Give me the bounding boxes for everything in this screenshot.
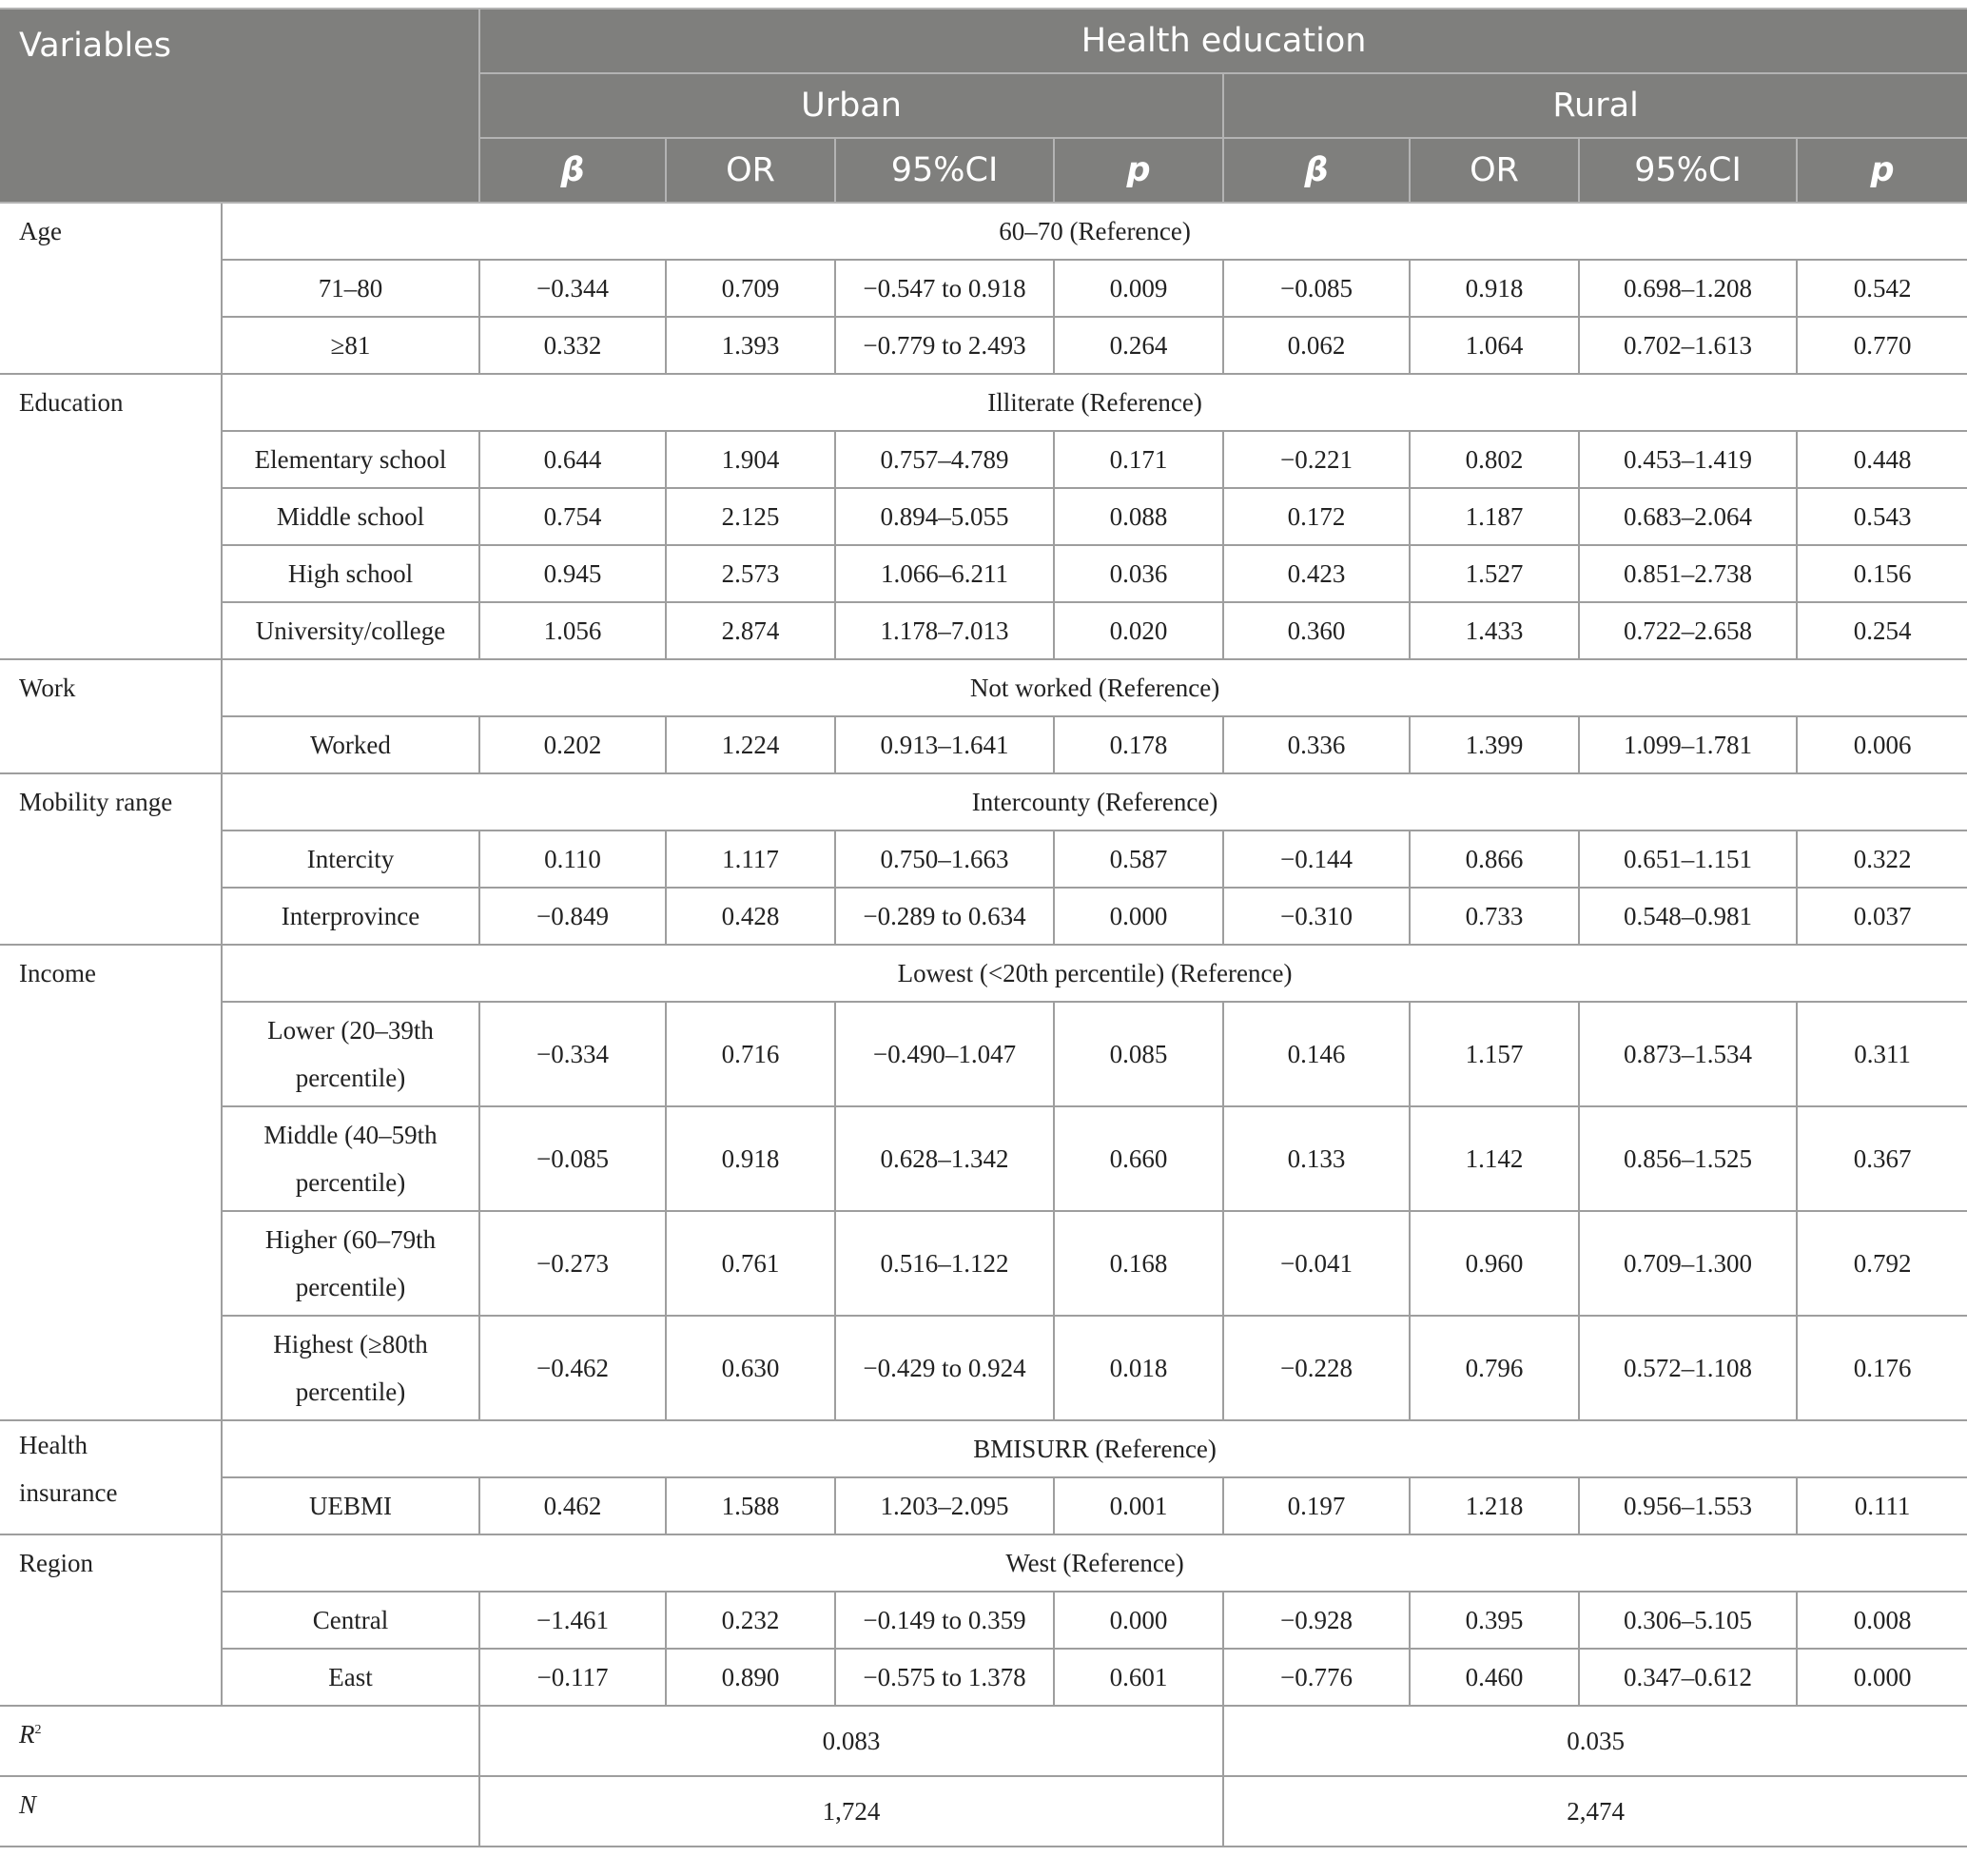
table-row	[0, 374, 1967, 431]
row-label: UEBMI	[222, 1477, 479, 1534]
cell: −0.144	[1223, 831, 1410, 888]
cell: 0.360	[1223, 602, 1410, 659]
cell: 0.448	[1797, 431, 1967, 488]
col-header-p: p	[1054, 138, 1223, 203]
table-row	[0, 1106, 1967, 1211]
section-label-mobility-range: Mobility range	[0, 773, 222, 945]
row-label-line: percentile)	[295, 1064, 406, 1092]
cell: 0.000	[1054, 888, 1223, 945]
cell: 0.587	[1054, 831, 1223, 888]
cell: 0.036	[1054, 545, 1223, 602]
header-urban: Urban	[479, 73, 1223, 138]
cell: 1.099–1.781	[1579, 716, 1797, 773]
table-row	[0, 602, 1967, 659]
table-row	[0, 317, 1967, 374]
cell: −0.344	[479, 260, 666, 317]
cell: 2.125	[666, 488, 835, 545]
cell: 0.178	[1054, 716, 1223, 773]
row-label-line: Highest (≥80th	[273, 1330, 428, 1358]
cell: 0.172	[1223, 488, 1410, 545]
n-label: N	[0, 1776, 479, 1847]
section-label-age: Age	[0, 203, 222, 374]
cell: −0.149 to 0.359	[835, 1592, 1054, 1649]
row-label	[222, 1002, 479, 1106]
reference-row: Not worked (Reference)	[222, 659, 1967, 716]
cell: 1.066–6.211	[835, 545, 1054, 602]
cell: −0.849	[479, 888, 666, 945]
cell: 0.630	[666, 1316, 835, 1420]
cell: −0.228	[1223, 1316, 1410, 1420]
cell: 0.644	[479, 431, 666, 488]
cell: 0.698–1.208	[1579, 260, 1797, 317]
cell: −0.273	[479, 1211, 666, 1316]
reference-row: West (Reference)	[222, 1534, 1967, 1592]
row-label: Central	[222, 1592, 479, 1649]
cell: 1.393	[666, 317, 835, 374]
row-label: Elementary school	[222, 431, 479, 488]
reference-row: Lowest (<20th percentile) (Reference)	[222, 945, 1967, 1002]
cell: −0.334	[479, 1002, 666, 1106]
col-header-ci: 95%CI	[1579, 138, 1797, 203]
row-label: Interprovince	[222, 888, 479, 945]
reference-row: Illiterate (Reference)	[222, 374, 1967, 431]
cell: −0.490–1.047	[835, 1002, 1054, 1106]
cell: 1.224	[666, 716, 835, 773]
row-label: Intercity	[222, 831, 479, 888]
cell: 0.110	[479, 831, 666, 888]
cell: −0.776	[1223, 1649, 1410, 1706]
cell: 0.322	[1797, 831, 1967, 888]
r-squared-urban: 0.083	[479, 1706, 1223, 1776]
r-squared-rural: 0.035	[1223, 1706, 1967, 1776]
cell: −0.779 to 2.493	[835, 317, 1054, 374]
header-rural: Rural	[1223, 73, 1967, 138]
cell: 0.001	[1054, 1477, 1223, 1534]
cell: 0.548–0.981	[1579, 888, 1797, 945]
r-squared-label	[0, 1706, 479, 1776]
cell: 0.018	[1054, 1316, 1223, 1420]
cell: −0.085	[1223, 260, 1410, 317]
section-label-income: Income	[0, 945, 222, 1420]
cell: 0.332	[479, 317, 666, 374]
cell: −0.547 to 0.918	[835, 260, 1054, 317]
cell: 0.918	[666, 1106, 835, 1211]
cell: 0.754	[479, 488, 666, 545]
section-label-health-insurance	[0, 1420, 222, 1534]
row-label	[222, 1106, 479, 1211]
cell: 0.913–1.641	[835, 716, 1054, 773]
cell: 1.218	[1410, 1477, 1579, 1534]
row-label-line: Middle (40–59th	[263, 1121, 438, 1149]
cell: 0.601	[1054, 1649, 1223, 1706]
cell: 0.347–0.612	[1579, 1649, 1797, 1706]
n-rural: 2,474	[1223, 1776, 1967, 1847]
cell: 1.187	[1410, 488, 1579, 545]
cell: 0.264	[1054, 317, 1223, 374]
table-row	[0, 1776, 1967, 1847]
table-row	[0, 1316, 1967, 1420]
col-header-beta: β	[479, 138, 666, 203]
table-row	[0, 1211, 1967, 1316]
cell: −0.462	[479, 1316, 666, 1420]
col-header-ci: 95%CI	[835, 138, 1054, 203]
table-row	[0, 1649, 1967, 1706]
reference-row: Intercounty (Reference)	[222, 773, 1967, 831]
col-header-or: OR	[666, 138, 835, 203]
cell: 0.918	[1410, 260, 1579, 317]
cell: 1.399	[1410, 716, 1579, 773]
row-label: ≥81	[222, 317, 479, 374]
cell: −0.085	[479, 1106, 666, 1211]
cell: 0.945	[479, 545, 666, 602]
table-row	[0, 203, 1967, 260]
cell: 0.757–4.789	[835, 431, 1054, 488]
cell: 1.056	[479, 602, 666, 659]
row-label: Worked	[222, 716, 479, 773]
table-row	[0, 945, 1967, 1002]
table-row	[0, 431, 1967, 488]
regression-table	[0, 8, 1967, 1847]
cell: 0.894–5.055	[835, 488, 1054, 545]
cell: −0.928	[1223, 1592, 1410, 1649]
cell: 0.709–1.300	[1579, 1211, 1797, 1316]
cell: 0.423	[1223, 545, 1410, 602]
table-row	[0, 888, 1967, 945]
cell: 0.866	[1410, 831, 1579, 888]
cell: −0.575 to 1.378	[835, 1649, 1054, 1706]
reference-row: 60–70 (Reference)	[222, 203, 1967, 260]
cell: 0.306–5.105	[1579, 1592, 1797, 1649]
col-header-p: p	[1797, 138, 1967, 203]
table-row	[0, 831, 1967, 888]
cell: 0.770	[1797, 317, 1967, 374]
reference-row: BMISURR (Reference)	[222, 1420, 1967, 1477]
cell: 0.232	[666, 1592, 835, 1649]
section-label-region: Region	[0, 1534, 222, 1706]
header-health-education: Health education	[479, 9, 1967, 73]
table-row	[0, 488, 1967, 545]
cell: 0.197	[1223, 1477, 1410, 1534]
cell: 0.722–2.658	[1579, 602, 1797, 659]
row-label-line: percentile)	[295, 1378, 406, 1406]
r-superscript: 2	[34, 1723, 42, 1737]
table-row	[0, 716, 1967, 773]
section-label-line: Health	[19, 1431, 88, 1459]
table-row	[0, 1002, 1967, 1106]
cell: 1.117	[666, 831, 835, 888]
row-label: University/college	[222, 602, 479, 659]
cell: −0.117	[479, 1649, 666, 1706]
r-label: R	[19, 1720, 35, 1749]
cell: 0.395	[1410, 1592, 1579, 1649]
cell: 1.142	[1410, 1106, 1579, 1211]
cell: 0.006	[1797, 716, 1967, 773]
cell: 1.527	[1410, 545, 1579, 602]
cell: 0.651–1.151	[1579, 831, 1797, 888]
cell: 1.588	[666, 1477, 835, 1534]
cell: 1.433	[1410, 602, 1579, 659]
cell: 0.000	[1054, 1592, 1223, 1649]
cell: 0.453–1.419	[1579, 431, 1797, 488]
cell: 0.542	[1797, 260, 1967, 317]
cell: 1.157	[1410, 1002, 1579, 1106]
cell: 0.750–1.663	[835, 831, 1054, 888]
cell: 0.960	[1410, 1211, 1579, 1316]
cell: 0.009	[1054, 260, 1223, 317]
col-header-beta: β	[1223, 138, 1410, 203]
cell: 0.462	[479, 1477, 666, 1534]
cell: −0.429 to 0.924	[835, 1316, 1054, 1420]
cell: −1.461	[479, 1592, 666, 1649]
table-row	[0, 659, 1967, 716]
table-row	[0, 1420, 1967, 1477]
cell: 0.428	[666, 888, 835, 945]
cell: 0.133	[1223, 1106, 1410, 1211]
cell: 0.796	[1410, 1316, 1579, 1420]
table-row	[0, 1592, 1967, 1649]
table-row	[0, 1477, 1967, 1534]
table-row	[0, 1534, 1967, 1592]
cell: 2.573	[666, 545, 835, 602]
cell: 0.709	[666, 260, 835, 317]
cell: 0.062	[1223, 317, 1410, 374]
section-label-education: Education	[0, 374, 222, 659]
cell: 0.702–1.613	[1579, 317, 1797, 374]
cell: 0.792	[1797, 1211, 1967, 1316]
cell: 0.254	[1797, 602, 1967, 659]
col-header-or: OR	[1410, 138, 1579, 203]
cell: 1.203–2.095	[835, 1477, 1054, 1534]
cell: 0.733	[1410, 888, 1579, 945]
cell: 0.176	[1797, 1316, 1967, 1420]
cell: 0.111	[1797, 1477, 1967, 1534]
cell: 0.146	[1223, 1002, 1410, 1106]
row-label-line: Higher (60–79th	[264, 1225, 437, 1254]
section-label-line: insurance	[19, 1478, 118, 1507]
cell: 0.311	[1797, 1002, 1967, 1106]
cell: −0.041	[1223, 1211, 1410, 1316]
cell: 0.085	[1054, 1002, 1223, 1106]
cell: 0.683–2.064	[1579, 488, 1797, 545]
cell: 0.037	[1797, 888, 1967, 945]
cell: 1.904	[666, 431, 835, 488]
cell: −0.289 to 0.634	[835, 888, 1054, 945]
row-label-line: percentile)	[295, 1168, 406, 1197]
table-row	[0, 545, 1967, 602]
cell: 0.367	[1797, 1106, 1967, 1211]
cell: 0.716	[666, 1002, 835, 1106]
n-urban: 1,724	[479, 1776, 1223, 1847]
row-label: East	[222, 1649, 479, 1706]
cell: 0.660	[1054, 1106, 1223, 1211]
table-row	[0, 1706, 1967, 1776]
cell: 1.064	[1410, 317, 1579, 374]
cell: 0.168	[1054, 1211, 1223, 1316]
table-row	[0, 773, 1967, 831]
cell: −0.221	[1223, 431, 1410, 488]
cell: 0.460	[1410, 1649, 1579, 1706]
row-label: 71–80	[222, 260, 479, 317]
cell: 0.851–2.738	[1579, 545, 1797, 602]
cell: 0.088	[1054, 488, 1223, 545]
cell: 0.802	[1410, 431, 1579, 488]
cell: 0.336	[1223, 716, 1410, 773]
cell: 0.008	[1797, 1592, 1967, 1649]
table-row	[0, 260, 1967, 317]
row-label-line: Lower (20–39th	[267, 1016, 434, 1045]
cell: 0.572–1.108	[1579, 1316, 1797, 1420]
header-variables: Variables	[0, 9, 479, 203]
cell: 0.202	[479, 716, 666, 773]
cell: 0.020	[1054, 602, 1223, 659]
cell: 0.000	[1797, 1649, 1967, 1706]
cell: 0.516–1.122	[835, 1211, 1054, 1316]
row-label-line: percentile)	[295, 1273, 406, 1301]
cell: 0.856–1.525	[1579, 1106, 1797, 1211]
cell: −0.310	[1223, 888, 1410, 945]
cell: 1.178–7.013	[835, 602, 1054, 659]
section-label-work: Work	[0, 659, 222, 773]
row-label: High school	[222, 545, 479, 602]
cell: 0.543	[1797, 488, 1967, 545]
cell: 0.171	[1054, 431, 1223, 488]
row-label	[222, 1211, 479, 1316]
cell: 0.628–1.342	[835, 1106, 1054, 1211]
cell: 0.956–1.553	[1579, 1477, 1797, 1534]
cell: 0.761	[666, 1211, 835, 1316]
row-label: Middle school	[222, 488, 479, 545]
cell: 2.874	[666, 602, 835, 659]
cell: 0.156	[1797, 545, 1967, 602]
row-label	[222, 1316, 479, 1420]
cell: 0.890	[666, 1649, 835, 1706]
cell: 0.873–1.534	[1579, 1002, 1797, 1106]
